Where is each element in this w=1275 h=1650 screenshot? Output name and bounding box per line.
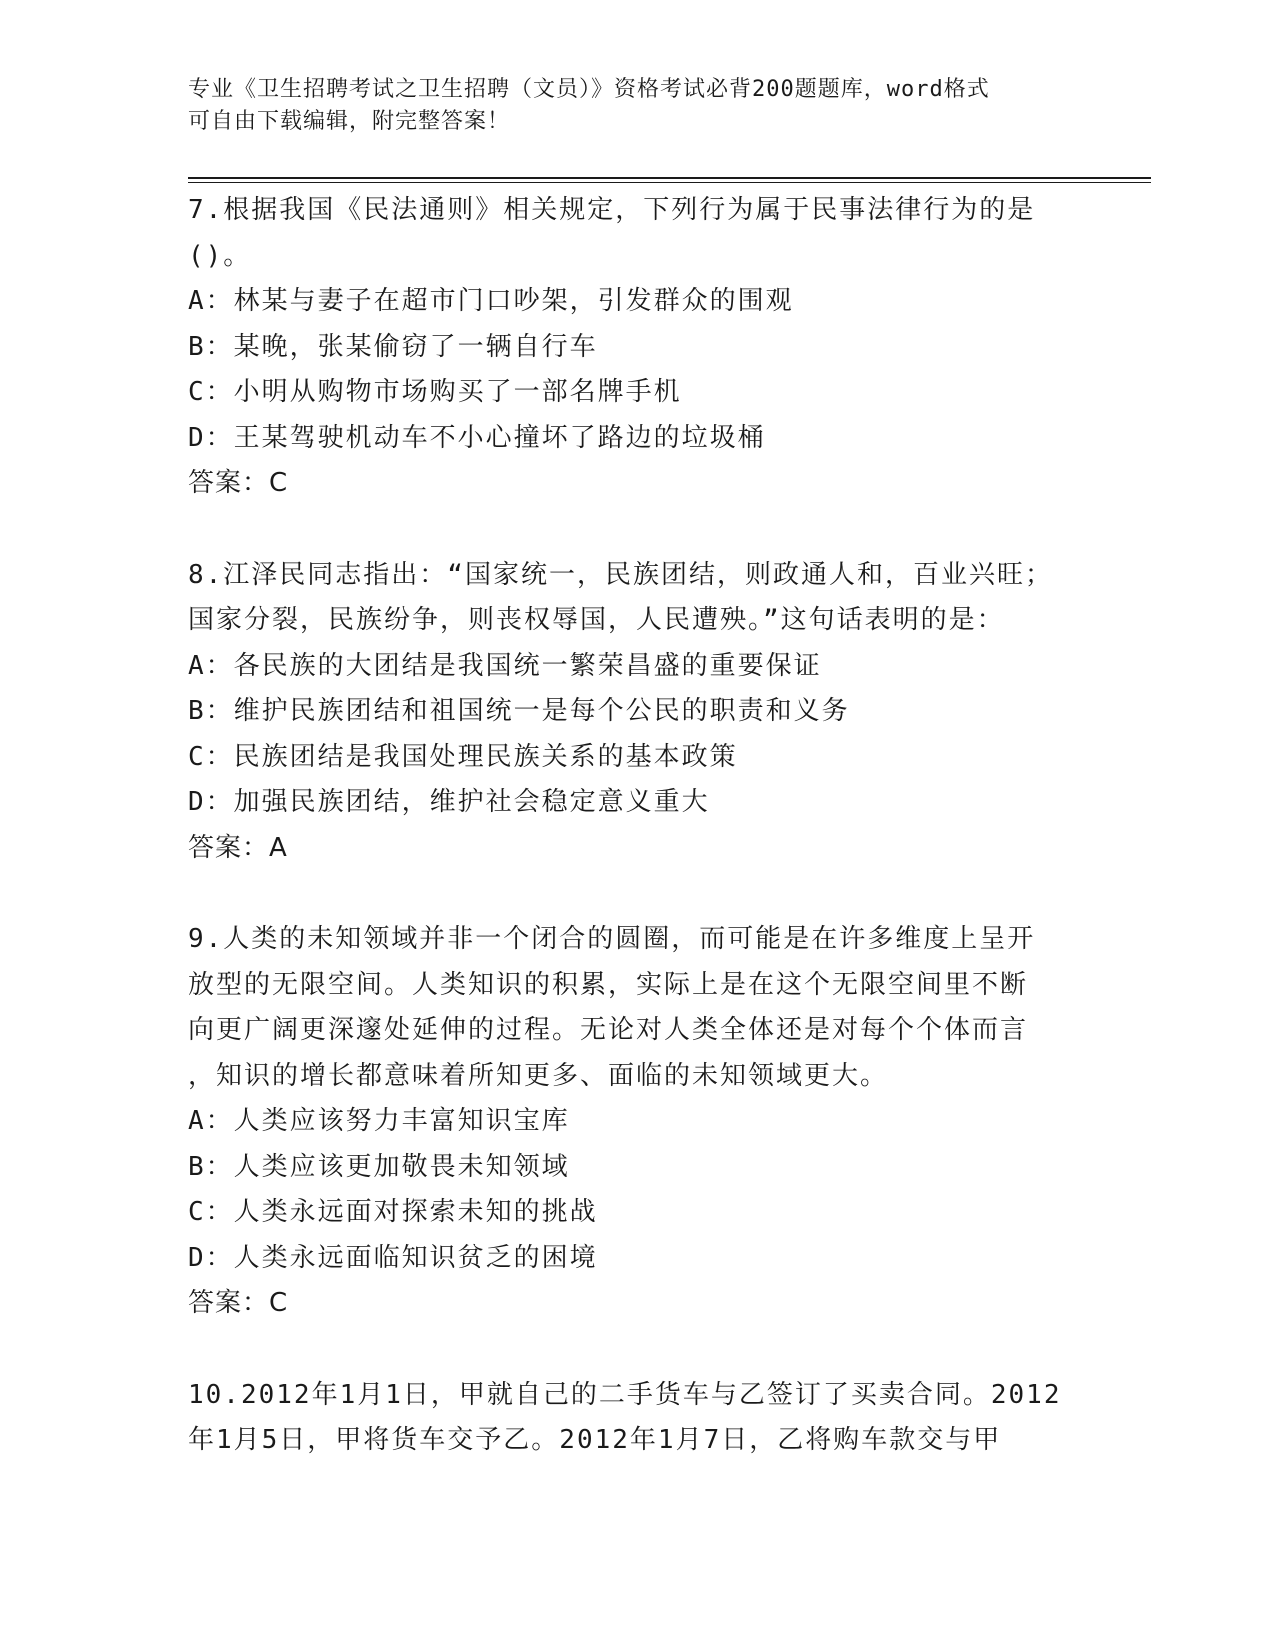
option-b: B：人类应该更加敬畏未知领域 bbox=[188, 1151, 570, 1182]
question-9 bbox=[188, 917, 1088, 1327]
option-b: B：维护民族团结和祖国统一是每个公民的职责和义务 bbox=[188, 696, 850, 726]
option-c: C：小明从购物市场购买了一部名牌手机 bbox=[188, 377, 682, 407]
answer-line: 答案：A bbox=[188, 832, 288, 863]
answer-line: 答案：C bbox=[188, 1288, 289, 1318]
option-a: A：各民族的大团结是我国统一繁荣昌盛的重要保证 bbox=[188, 650, 822, 681]
question-stem-line: 8.江泽民同志指出：“国家统一，民族团结，则政通人和，百业兴旺； bbox=[188, 559, 1053, 590]
header-divider-thick bbox=[188, 177, 1151, 179]
option-a: A：林某与妻子在超市门口吵架，引发群众的围观 bbox=[188, 286, 794, 316]
question-stem-line: 7.根据我国《民法通则》相关规定，下列行为属于民事法律行为的是 bbox=[188, 195, 1036, 225]
option-b: B：某晚，张某偷窃了一辆自行车 bbox=[188, 331, 598, 362]
question-7 bbox=[188, 188, 1088, 507]
header-divider-thin bbox=[188, 182, 1151, 183]
question-stem-line: 放型的无限空间。人类知识的积累，实际上是在这个无限空间里不断 bbox=[188, 969, 1029, 1000]
header-line-2: 可自由下载编辑，附完整答案！ bbox=[188, 109, 511, 134]
option-c: C：人类永远面对探索未知的挑战 bbox=[188, 1197, 598, 1227]
answer-line: 答案：C bbox=[188, 468, 289, 498]
question-list bbox=[188, 188, 1088, 1464]
option-d: D：人类永远面临知识贫乏的困境 bbox=[188, 1242, 598, 1273]
header-line-1: 专业《卫生招聘考试之卫生招聘（文员）》资格考试必背200题题库，word格式 bbox=[188, 77, 990, 102]
option-d: D：加强民族团结，维护社会稳定意义重大 bbox=[188, 787, 710, 817]
question-stem-line: 10.2012年1月1日，甲就自己的二手货车与乙签订了买卖合同。2012 bbox=[188, 1379, 1062, 1410]
question-8 bbox=[188, 553, 1088, 872]
question-10 bbox=[188, 1373, 1088, 1464]
question-stem-line: 年1月5日，甲将货车交予乙。2012年1月7日，乙将购车款交与甲 bbox=[188, 1425, 1002, 1455]
document-header bbox=[188, 74, 1068, 138]
option-c: C：民族团结是我国处理民族关系的基本政策 bbox=[188, 741, 738, 772]
option-d: D：王某驾驶机动车不小心撞坏了路边的垃圾桶 bbox=[188, 422, 766, 453]
question-stem-line: ，知识的增长都意味着所知更多、面临的未知领域更大。 bbox=[188, 1060, 889, 1091]
option-a: A：人类应该努力丰富知识宝库 bbox=[188, 1106, 570, 1136]
question-stem-line: 国家分裂，民族纷争，则丧权辱国，人民遭殃。”这句话表明的是： bbox=[188, 605, 1005, 635]
question-stem-line: 向更广阔更深邃处延伸的过程。无论对人类全体还是对每个个体而言 bbox=[188, 1015, 1029, 1045]
question-stem-line: ()。 bbox=[188, 240, 252, 271]
question-stem-line: 9.人类的未知领域并非一个闭合的圆圈，而可能是在许多维度上呈开 bbox=[188, 924, 1036, 954]
